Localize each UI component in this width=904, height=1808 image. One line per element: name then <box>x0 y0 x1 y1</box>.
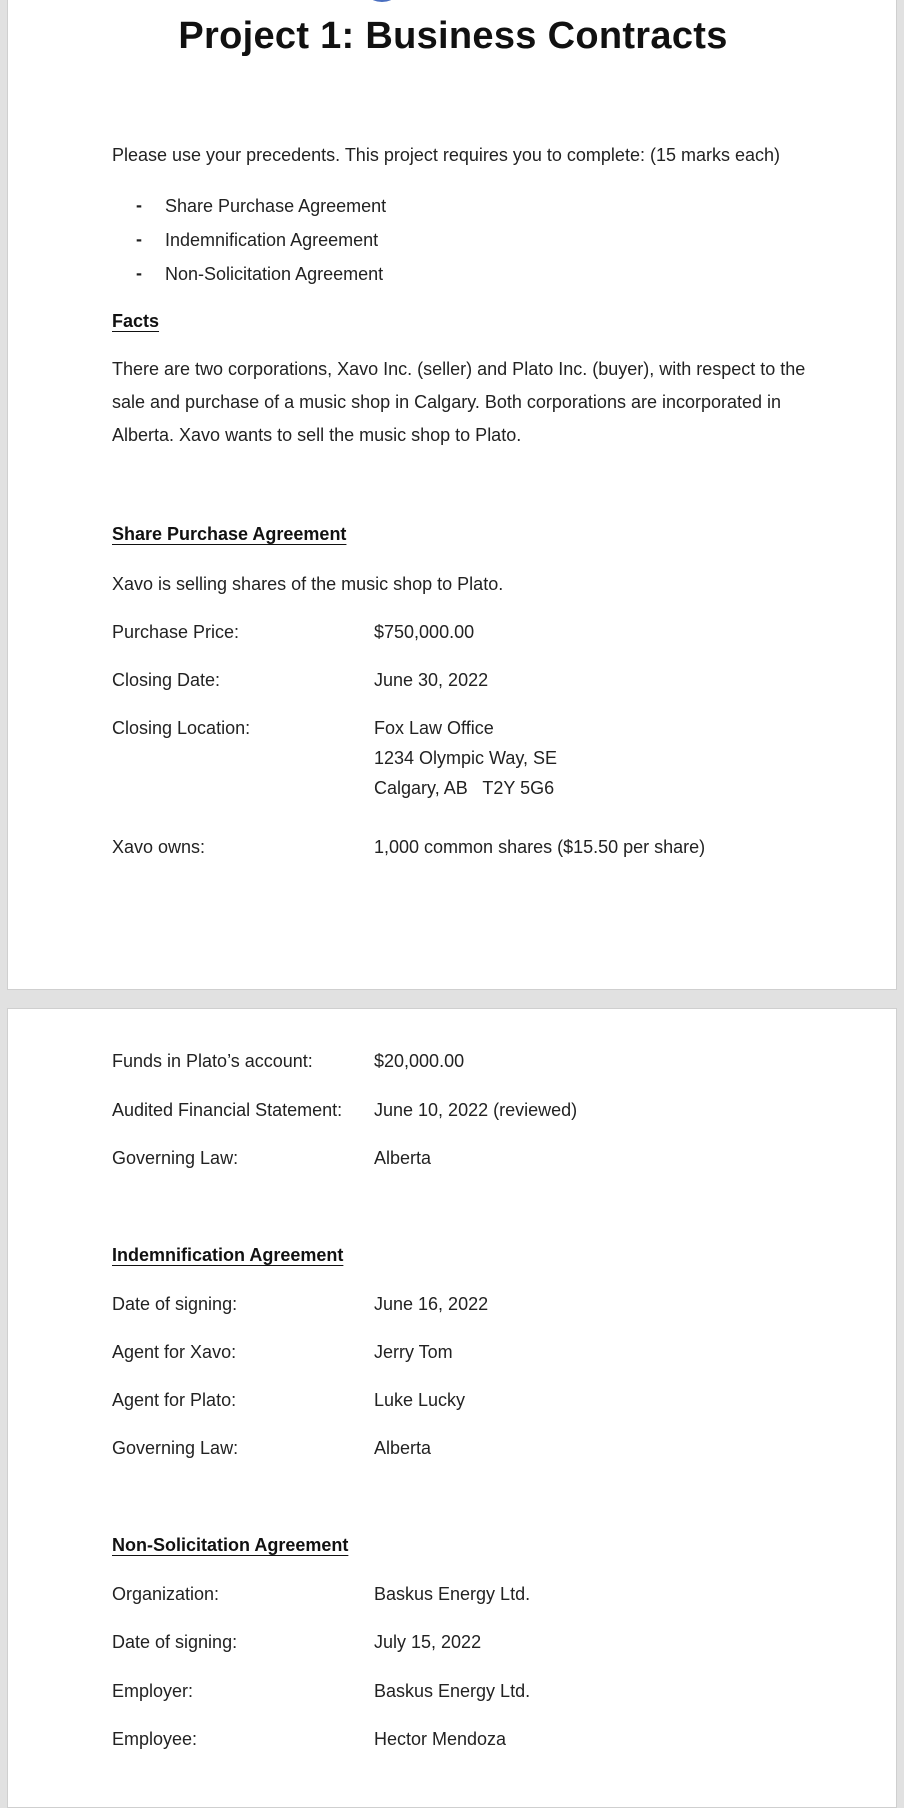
purchase-price-label: Purchase Price: <box>112 622 240 642</box>
non-solicitation-heading: Non-Solicitation Agreement <box>112 1535 349 1555</box>
required-item-indemnification: Indemnification Agreement <box>165 230 379 250</box>
indemnification-date-value: June 16, 2022 <box>374 1294 489 1314</box>
indemnification-date-label: Date of signing: <box>112 1294 238 1314</box>
closing-location-address <box>374 713 557 803</box>
closing-location-line-1: Fox Law Office <box>374 718 494 738</box>
purchase-price-value: $750,000.00 <box>374 622 475 642</box>
page-title: Project 1: Business Contracts <box>178 15 728 57</box>
intro-text: Please use your precedents. This project requires you to complete: (15 marks each) <box>112 145 780 165</box>
audited-statement-value: June 10, 2022 (reviewed) <box>374 1100 578 1120</box>
non-solicitation-date-value: July 15, 2022 <box>374 1632 482 1652</box>
non-solicitation-date-label: Date of signing: <box>112 1632 238 1652</box>
organization-label: Organization: <box>112 1584 220 1604</box>
agent-plato-label: Agent for Plato: <box>112 1390 237 1410</box>
agent-xavo-label: Agent for Xavo: <box>112 1342 237 1362</box>
bullet-marker: - <box>136 263 142 283</box>
indemnification-governing-law-label: Governing Law: <box>112 1438 239 1458</box>
agent-xavo-value: Jerry Tom <box>374 1342 453 1362</box>
closing-location-line-3: Calgary, AB T2Y 5G6 <box>374 778 555 798</box>
closing-location-line-2: 1234 Olympic Way, SE <box>374 748 558 768</box>
indemnification-governing-law-value: Alberta <box>374 1438 432 1458</box>
share-purchase-heading: Share Purchase Agreement <box>112 524 347 544</box>
bullet-marker: - <box>136 229 142 249</box>
document-page-1 <box>7 0 897 990</box>
facts-heading: Facts <box>112 311 160 331</box>
spa-governing-law-value: Alberta <box>374 1148 432 1168</box>
required-item-share-purchase: Share Purchase Agreement <box>165 196 387 216</box>
share-purchase-intro: Xavo is selling shares of the music shop to Plato. <box>112 574 504 594</box>
spa-governing-law-label: Governing Law: <box>112 1148 239 1168</box>
required-item-non-solicitation: Non-Solicitation Agreement <box>165 264 384 284</box>
funds-label: Funds in Plato’s account: <box>112 1051 313 1071</box>
indemnification-heading: Indemnification Agreement <box>112 1245 344 1265</box>
funds-value: $20,000.00 <box>374 1051 465 1071</box>
employer-label: Employer: <box>112 1681 194 1701</box>
audited-statement-label: Audited Financial Statement: <box>112 1100 343 1120</box>
closing-date-label: Closing Date: <box>112 670 221 690</box>
organization-value: Baskus Energy Ltd. <box>374 1584 531 1604</box>
top-decoration <box>360 0 404 2</box>
employee-value: Hector Mendoza <box>374 1729 507 1749</box>
employer-value: Baskus Energy Ltd. <box>374 1681 531 1701</box>
closing-location-label: Closing Location: <box>112 718 251 738</box>
agent-plato-value: Luke Lucky <box>374 1390 466 1410</box>
xavo-owns-value: 1,000 common shares ($15.50 per share) <box>374 837 706 857</box>
facts-paragraph: There are two corporations, Xavo Inc. (seller) and Plato Inc. (buyer), with respect to the sale and purchase of a music shop in Calgary. Both corporations are incorporated in Alberta. Xavo wants to sell the music shop to Plato. <box>112 359 806 445</box>
xavo-owns-label: Xavo owns: <box>112 837 206 857</box>
document-page-2 <box>7 1008 897 1808</box>
employee-label: Employee: <box>112 1729 198 1749</box>
bullet-marker: - <box>136 195 142 215</box>
closing-date-value: June 30, 2022 <box>374 670 489 690</box>
